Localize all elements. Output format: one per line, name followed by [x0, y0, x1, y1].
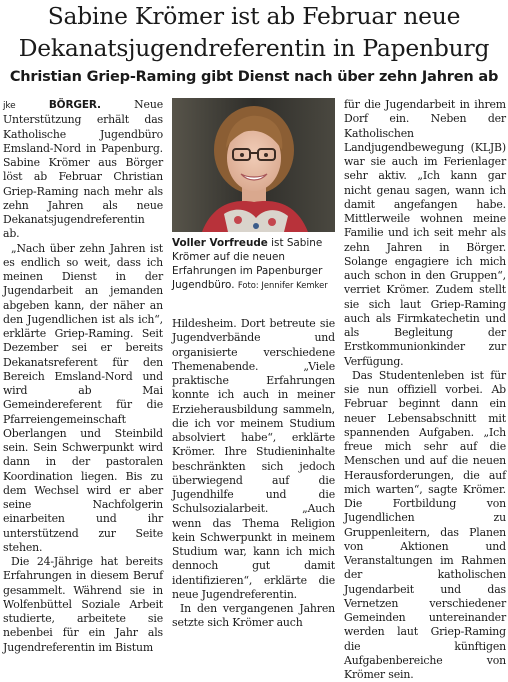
- caption-text: ist Sabine Krömer auf die neuen Erfahrungen im Papenburger Jugendbüro.: [172, 237, 323, 291]
- paragraph-text: Neue Unterstützung erhält das Katholische Jugendbüro Emsland-Nord in Papenburg. Sabine Krömer aus Börger löst ab Februar Christian Griep-Raming nach mehr als zehn Jahren als neue Dekanatsjugendreferentin ab.: [3, 98, 164, 241]
- article-column-3: [344, 98, 506, 681]
- caption-lead: Voller Vorfreude: [172, 237, 268, 249]
- photo-caption: [172, 236, 335, 292]
- photo-credit: Foto: Jennifer Kemker: [237, 280, 328, 290]
- article-paragraph: [3, 98, 163, 242]
- article-paragraph: „Nach über zehn Jahren ist es endlich so weit, dass ich meinen Dienst in der Jugendarbeit an jemanden abgeben kann, der näher an den Jugendlichen ist als ich“, erklärte Griep-Raming. Seit Dezember sei er bereits Dekanatsreferent für den Bereich Emsland-Nord und wird ab Mai Gemeindereferent für die Pfarreiengemeinschaft Oberlangen und Steinbild sein. Sein Schwerpunkt wird dann in der pastoralen Koordination liegen. Bis zu dem Wechsel wird er aber seine Nachfolgerin einarbeiten und ihr unterstützend zur Seite stehen.: [3, 241, 163, 554]
- subheadline: Christian Griep-Raming gibt Dienst nach über zehn Jahren ab: [9, 69, 499, 85]
- portrait-image: [172, 98, 335, 232]
- article-paragraph: für die Jugendarbeit in ihrem Dorf ein. Neben der Katholischen Landjugendbewegung (KLJB) war sie auch im Ferienlager sehr aktiv. „Ich kann gar nicht genau sagen, wann ich damit angefangen habe. Mittlerweile wohnen meine Familie und ich seit mehr als zehn Jahren in Börger. Solange engagiere ich mich auch schon in den Gruppen“, verriet Krömer. Zudem stellt sie sich laut Griep-Raming auch als Firmkatechetin und als Begleitung der Erstkommunionkinder zur Verfügung.: [344, 98, 506, 368]
- article-paragraph: Hildesheim. Dort betreute sie Jugendverbände und organisierte verschiedene Themenabende. „Viele praktische Erfahrungen konnte ich auch in meiner Erzieherausbildung sammeln, die ich vor meinem Studium absolviert habe“, erklärte Krömer. Ihre Studieninhalte beschränkten sich jedoch überwiegend auf die Jugendhilfe und die Schulsozialarbeit. „Auch wenn das Thema Religion kein Schwerpunkt in meinem Studium war, kann ich mich dennoch gut damit identifizieren“, erklärte die neue Jugendreferentin.: [172, 317, 335, 601]
- headline: [0, 0, 508, 64]
- dateline-place: BÖRGER.: [48, 99, 101, 111]
- article-column-2: [172, 317, 335, 630]
- article-paragraph: In den vergangenen Jahren setzte sich Krömer auch: [172, 602, 335, 630]
- article-column-1: [3, 98, 164, 654]
- article-paragraph: Das Studentenleben ist für sie nun offiziell vorbei. Ab Februar beginnt dann ein neuer Lebensabschnitt mit spannenden Aufgaben. „Ich freue mich sehr auf die Menschen und auf die neuen Herausforderungen, die auf mich warten“, sagte Krömer. Die Fortbildung von Jugendlichen zu Gruppenleitern, das Planen von Aktionen und Veranstaltungen im Rahmen der katholischen Jugendarbeit und das Vernetzen verschiedener Gemeinden untereinander werden laut Griep-Raming die künftigen Aufgabenbereiche von Krömer sein.: [344, 368, 506, 681]
- headline-line-1: Sabine Krömer ist ab Februar neue: [47, 2, 461, 30]
- headline-line-2: Dekanatsjugendreferentin in Papenburg: [18, 34, 490, 62]
- article-paragraph: Die 24-Jährige hat bereits Erfahrungen in diesem Beruf gesammelt. Während sie in Wolfenbüttel Soziale Arbeit studierte, arbeitete sie nebenbei für ein Jahr als Jugendreferentin im Bistum: [3, 555, 163, 654]
- author-initials: jke: [3, 101, 16, 111]
- portrait-photo: [172, 98, 335, 232]
